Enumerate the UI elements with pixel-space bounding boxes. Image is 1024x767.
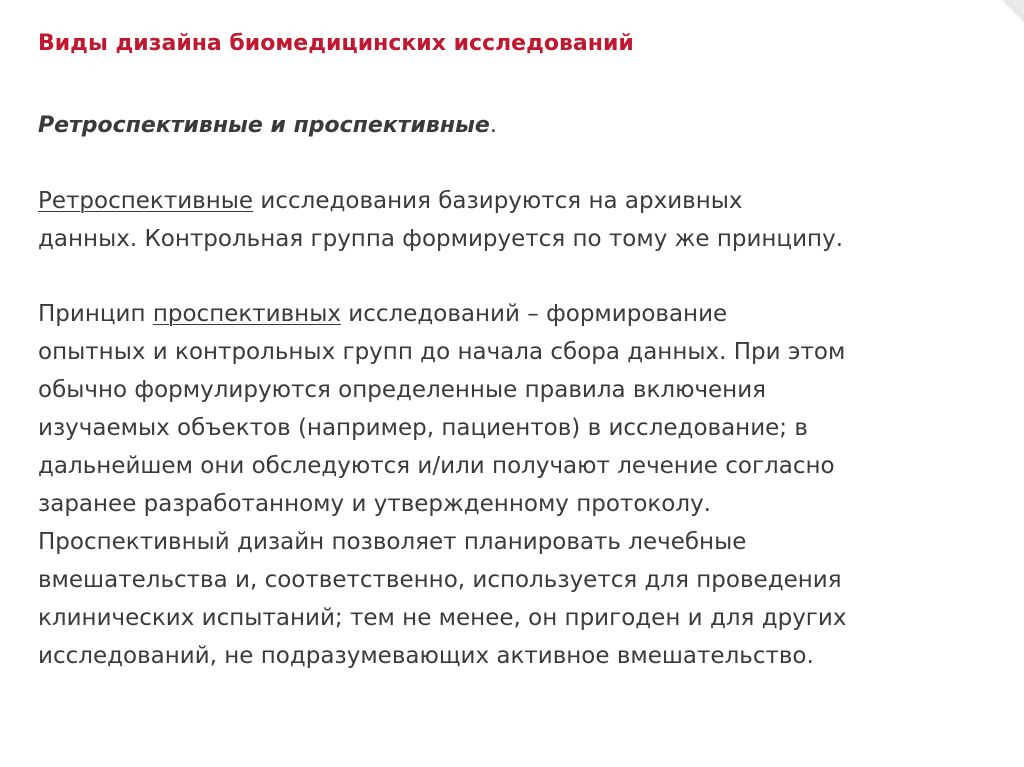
paragraph-line: данных. Контрольная группа формируется по тому же принципу. [38, 226, 843, 252]
paragraph-line [38, 295, 998, 333]
underlined-term-prospective: проспективных [152, 301, 341, 327]
paragraph-line: вмешательства и, соответственно, используется для проведения [38, 567, 842, 593]
paragraph-line: обычно формулируются определенные правила включения [38, 377, 767, 403]
subtitle-text: Ретроспективные и проспективные [38, 113, 490, 138]
underlined-term-retrospective: Ретроспективные [38, 188, 254, 214]
paragraph-line: опытных и контрольных групп до начала сбора данных. При этом [38, 339, 846, 365]
paragraph-retrospective [38, 182, 998, 258]
subtitle-period: . [489, 113, 497, 138]
line-text: исследования базируются на архивных [253, 188, 743, 214]
paragraph-line: Проспективный дизайн позволяет планировать лечебные [38, 529, 747, 555]
slide-title: Виды дизайна биомедицинских исследований [38, 31, 634, 56]
line-text: Принцип [38, 301, 153, 327]
page-corner-fold [1002, 0, 1024, 22]
paragraph-line [38, 182, 998, 220]
paragraph-line: изучаемых объектов (например, пациентов) в исследование; в [38, 415, 808, 441]
paragraph-line: клинических испытаний; тем не менее, он пригоден и для других [38, 605, 847, 631]
slide-subtitle [38, 108, 998, 144]
paragraph-line: заранее разработанному и утвержденному протоколу. [38, 491, 711, 517]
paragraph-prospective [38, 295, 998, 675]
slide-content [38, 26, 998, 675]
line-text: исследований – формирование [341, 301, 728, 327]
paragraph-line: дальнейшем они обследуются и/или получают лечение согласно [38, 453, 835, 479]
paragraph-line: исследований, не подразумевающих активное вмешательство. [38, 643, 814, 669]
